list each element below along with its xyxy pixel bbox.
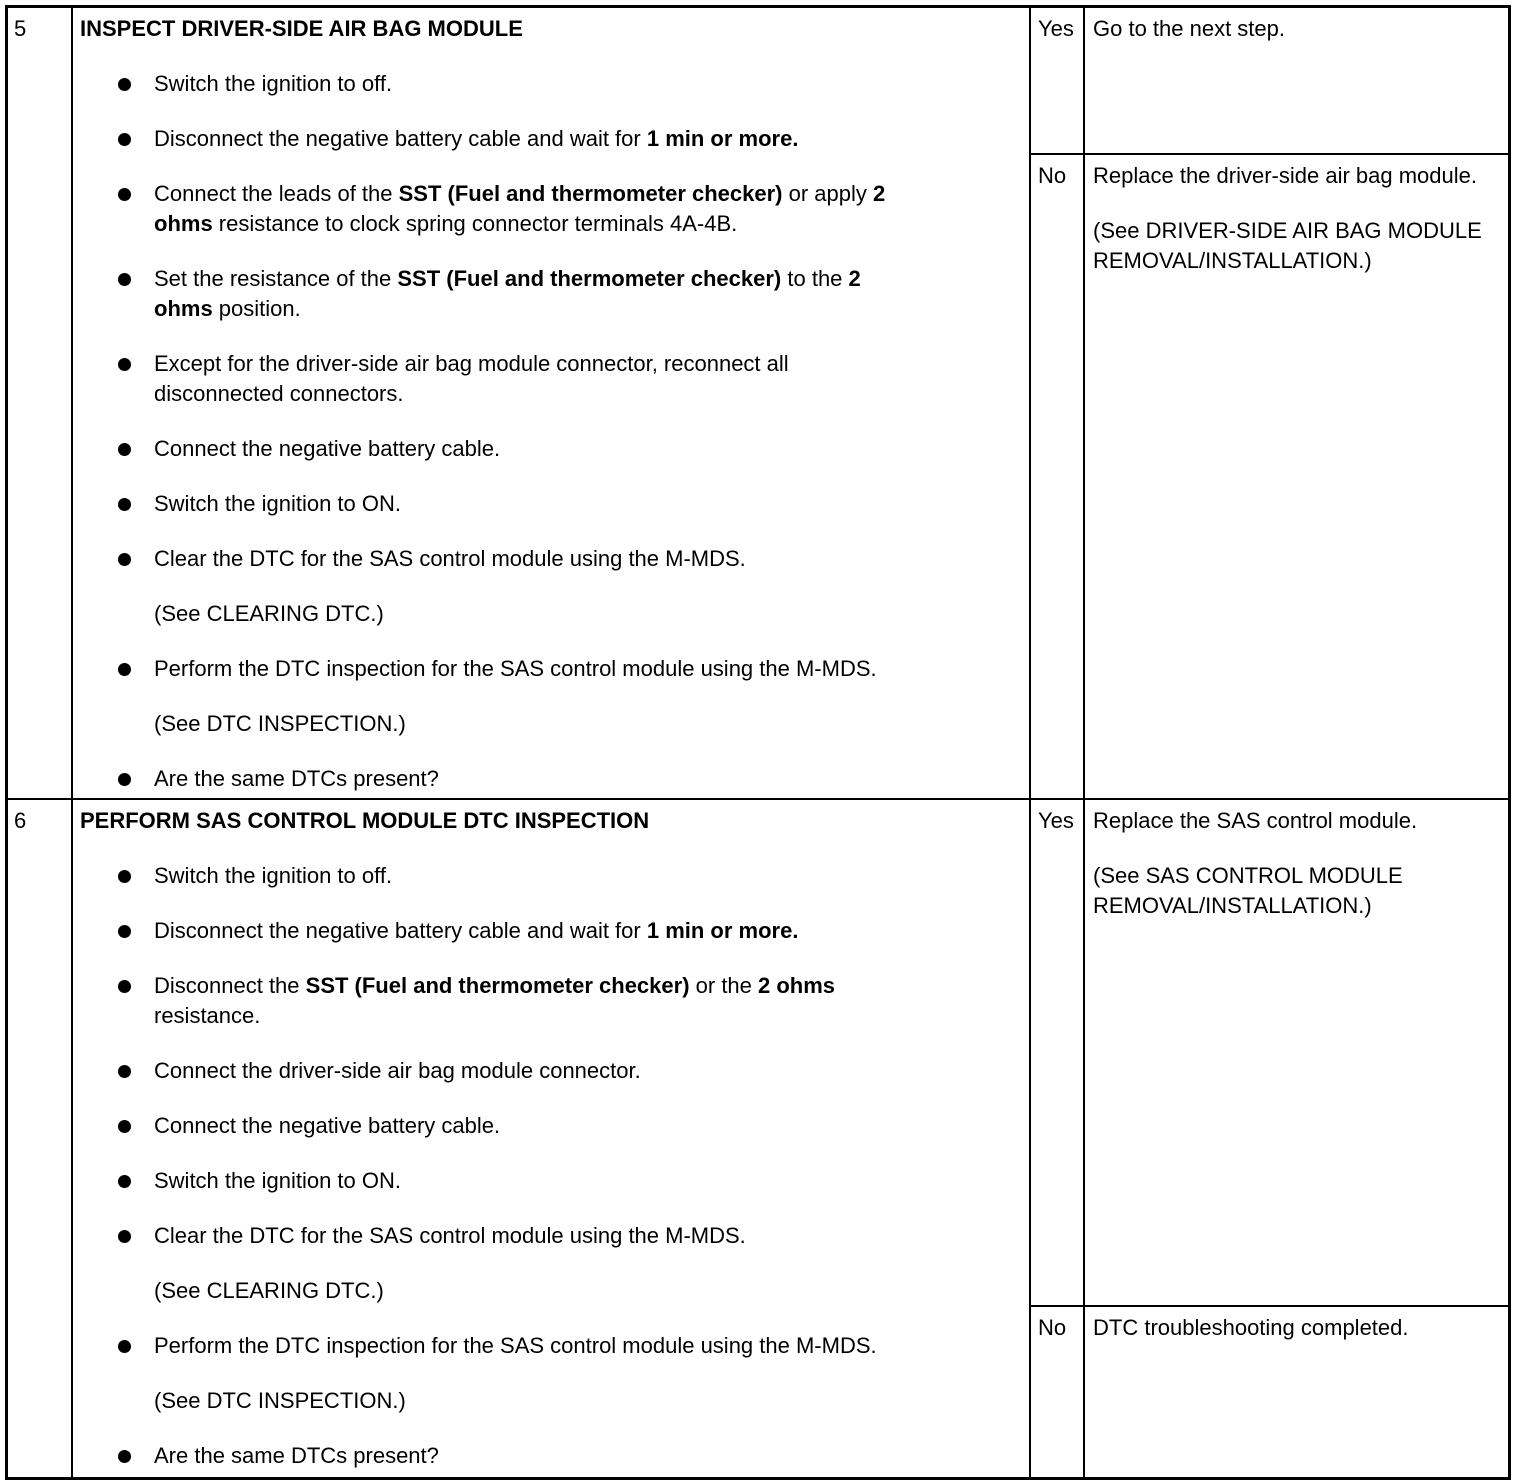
result-divider xyxy=(1029,153,1508,155)
text: (See CLEARING DTC.) xyxy=(154,1278,384,1303)
yes-result xyxy=(1093,806,1498,921)
step-number: 5 xyxy=(14,16,27,41)
bold-text: SST (Fuel and thermometer checker) xyxy=(397,266,782,291)
bullet-icon xyxy=(118,925,131,938)
text: to the xyxy=(781,266,849,291)
bullet-icon xyxy=(118,663,131,676)
instruction-item xyxy=(154,489,1024,519)
result-paragraph: (See SAS CONTROL MODULE REMOVAL/INSTALLATION.) xyxy=(1093,863,1403,918)
bullet-icon xyxy=(118,1120,131,1133)
step-title: INSPECT DRIVER-SIDE AIR BAG MODULE xyxy=(80,16,523,41)
result-paragraph: DTC troubleshooting completed. xyxy=(1093,1315,1409,1340)
instruction-item xyxy=(154,1166,1024,1196)
bullet-icon xyxy=(118,1450,131,1463)
bullet-icon xyxy=(118,1175,131,1188)
text: Perform the DTC inspection for the SAS control module using the M-MDS. xyxy=(154,1333,877,1358)
reference-note xyxy=(154,1386,1024,1416)
bold-text: 1 min or more. xyxy=(646,126,799,151)
result-paragraph: Replace the SAS control module. xyxy=(1093,808,1418,833)
step-title: PERFORM SAS CONTROL MODULE DTC INSPECTION xyxy=(80,808,650,833)
yes-result xyxy=(1093,14,1498,44)
bullet-icon xyxy=(118,773,131,786)
bullet-icon xyxy=(118,443,131,456)
instruction-item xyxy=(154,179,1024,239)
bullet-icon xyxy=(118,358,131,371)
text: Connect the leads of the xyxy=(154,181,399,206)
text: Set the resistance of the xyxy=(154,266,398,291)
bullet-icon xyxy=(118,133,131,146)
column-divider xyxy=(1029,8,1031,1477)
instruction-item xyxy=(154,264,1024,324)
instruction-item xyxy=(154,124,1024,154)
bold-text: 2 ohms xyxy=(758,973,836,998)
result-paragraph: Go to the next step. xyxy=(1093,16,1286,41)
text: Disconnect the negative battery cable and wait for xyxy=(154,918,647,943)
no-label: No xyxy=(1038,163,1067,188)
instruction-item xyxy=(154,861,1024,891)
text: Clear the DTC for the SAS control module using the M-MDS. xyxy=(154,546,746,571)
text: Switch the ignition to ON. xyxy=(154,491,402,516)
instruction-item xyxy=(154,916,1024,946)
bullet-icon xyxy=(118,553,131,566)
bullet-icon xyxy=(118,1340,131,1353)
diagnostic-table xyxy=(5,5,1511,1480)
text: Switch the ignition to off. xyxy=(154,863,393,888)
bullet-icon xyxy=(118,980,131,993)
text: or the xyxy=(689,973,759,998)
column-divider xyxy=(71,8,73,1477)
reference-note xyxy=(154,599,1024,629)
text: Perform the DTC inspection for the SAS control module using the M-MDS. xyxy=(154,656,877,681)
bold-text: 2 ohms xyxy=(154,181,886,236)
bold-text: 1 min or more. xyxy=(646,918,799,943)
bullet-icon xyxy=(118,498,131,511)
no-label: No xyxy=(1038,1315,1067,1340)
no-result xyxy=(1093,1313,1498,1343)
instruction-item xyxy=(154,971,1024,1031)
bold-text: SST (Fuel and thermometer checker) xyxy=(398,181,783,206)
instruction-item xyxy=(154,1056,1024,1086)
result-paragraph: (See DRIVER-SIDE AIR BAG MODULE REMOVAL/INSTALLATION.) xyxy=(1093,218,1482,273)
yes-label: Yes xyxy=(1038,808,1074,833)
bullet-icon xyxy=(118,273,131,286)
yes-label: Yes xyxy=(1038,16,1074,41)
text: Disconnect the negative battery cable and wait for xyxy=(154,126,647,151)
instruction-item xyxy=(154,434,1024,464)
bold-text: SST (Fuel and thermometer checker) xyxy=(305,973,690,998)
text: Switch the ignition to ON. xyxy=(154,1168,402,1193)
text: Switch the ignition to off. xyxy=(154,71,393,96)
step-number: 6 xyxy=(14,808,27,833)
text: Connect the negative battery cable. xyxy=(154,1113,501,1138)
instruction-item xyxy=(154,349,1024,409)
bold-text: 2 ohms xyxy=(154,266,861,321)
text: resistance. xyxy=(154,1003,261,1028)
bullet-icon xyxy=(118,870,131,883)
bullet-icon xyxy=(118,1065,131,1078)
text: Disconnect the xyxy=(154,973,306,998)
text: (See DTC INSPECTION.) xyxy=(154,1388,406,1413)
text: position. xyxy=(212,296,301,321)
bullet-icon xyxy=(118,188,131,201)
row-divider xyxy=(8,798,1508,800)
column-divider xyxy=(1083,8,1085,1477)
text: Connect the negative battery cable. xyxy=(154,436,501,461)
text: or apply xyxy=(782,181,874,206)
instruction-item xyxy=(154,764,1024,794)
instruction-item xyxy=(154,1221,1024,1251)
text: Are the same DTCs present? xyxy=(154,766,439,791)
instruction-item xyxy=(154,1441,1024,1471)
result-paragraph: Replace the driver-side air bag module. xyxy=(1093,163,1477,188)
no-result xyxy=(1093,161,1498,276)
text: Connect the driver-side air bag module connector. xyxy=(154,1058,641,1083)
reference-note xyxy=(154,1276,1024,1306)
instruction-item xyxy=(154,544,1024,574)
text: resistance to clock spring connector terminals 4A-4B. xyxy=(212,211,738,236)
instruction-item xyxy=(154,69,1024,99)
text: Are the same DTCs present? xyxy=(154,1443,439,1468)
text: (See DTC INSPECTION.) xyxy=(154,711,406,736)
instruction-item xyxy=(154,654,1024,684)
bullet-icon xyxy=(118,78,131,91)
text: Clear the DTC for the SAS control module using the M-MDS. xyxy=(154,1223,746,1248)
text: (See CLEARING DTC.) xyxy=(154,601,384,626)
instruction-item xyxy=(154,1111,1024,1141)
text: Except for the driver-side air bag module connector, reconnect all disconnected connectors. xyxy=(154,351,789,406)
bullet-icon xyxy=(118,1230,131,1243)
reference-note xyxy=(154,709,1024,739)
result-divider xyxy=(1029,1305,1508,1307)
instruction-item xyxy=(154,1331,1024,1361)
